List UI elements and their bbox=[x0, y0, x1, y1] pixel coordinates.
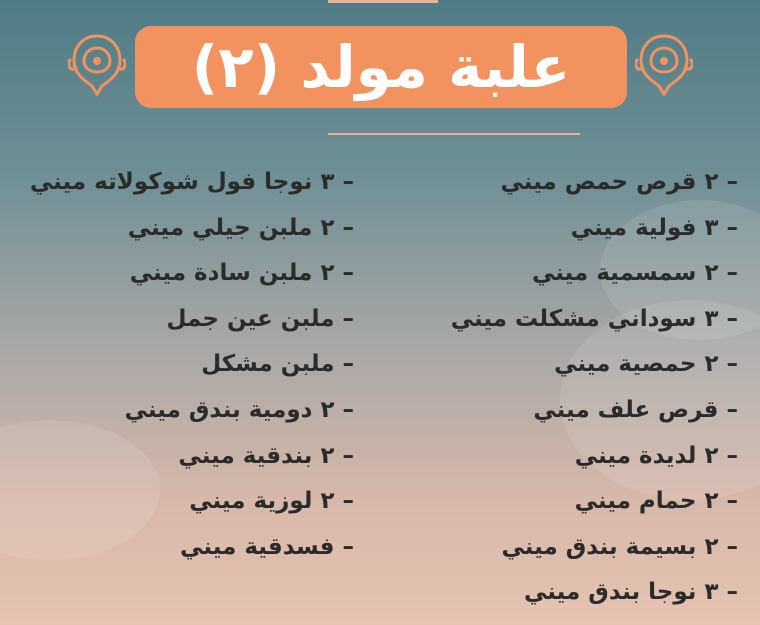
page-title: علبة مولد (٢) bbox=[135, 26, 627, 108]
top-divider bbox=[328, 0, 438, 3]
list-item: – ٣ نوجا بندق ميني bbox=[523, 579, 738, 606]
list-item: – ٢ قرص حمص ميني bbox=[500, 169, 738, 195]
list-item: – ٣ سوداني مشكلت ميني bbox=[450, 305, 738, 332]
list-item: – ٢ بندقية ميني bbox=[178, 442, 354, 469]
right-item-list bbox=[408, 160, 738, 616]
title-divider bbox=[328, 133, 580, 135]
ornament-right-icon bbox=[635, 30, 693, 100]
list-item: – ٢ حمام ميني bbox=[574, 488, 738, 515]
list-item: – ٢ بسيمة بندق ميني bbox=[501, 533, 738, 560]
list-item: – ملبن مشكل bbox=[201, 351, 354, 378]
list-item: – ٣ فولية ميني bbox=[570, 214, 738, 241]
list-item: – ٢ دومية بندق ميني bbox=[124, 396, 354, 423]
list-item: – ٢ لوزية ميني bbox=[189, 488, 354, 515]
ornament-left-icon bbox=[68, 30, 126, 100]
list-item: – ٢ سمسمية ميني bbox=[531, 260, 738, 287]
list-item: – ملبن عين جمل bbox=[166, 305, 354, 332]
list-item: – قرص علف ميني bbox=[533, 396, 738, 423]
list-item: – ٢ حمصية ميني bbox=[554, 351, 738, 378]
list-item: – ٢ لديدة ميني bbox=[574, 442, 738, 469]
list-item: – فسدقية ميني bbox=[180, 533, 354, 560]
list-item: – ٣ نوجا فول شوكولاته ميني bbox=[29, 169, 354, 195]
list-item: – ٢ ملبن جيلي ميني bbox=[127, 214, 354, 241]
left-item-list bbox=[24, 160, 354, 570]
list-item: – ٢ ملبن سادة ميني bbox=[129, 260, 354, 287]
